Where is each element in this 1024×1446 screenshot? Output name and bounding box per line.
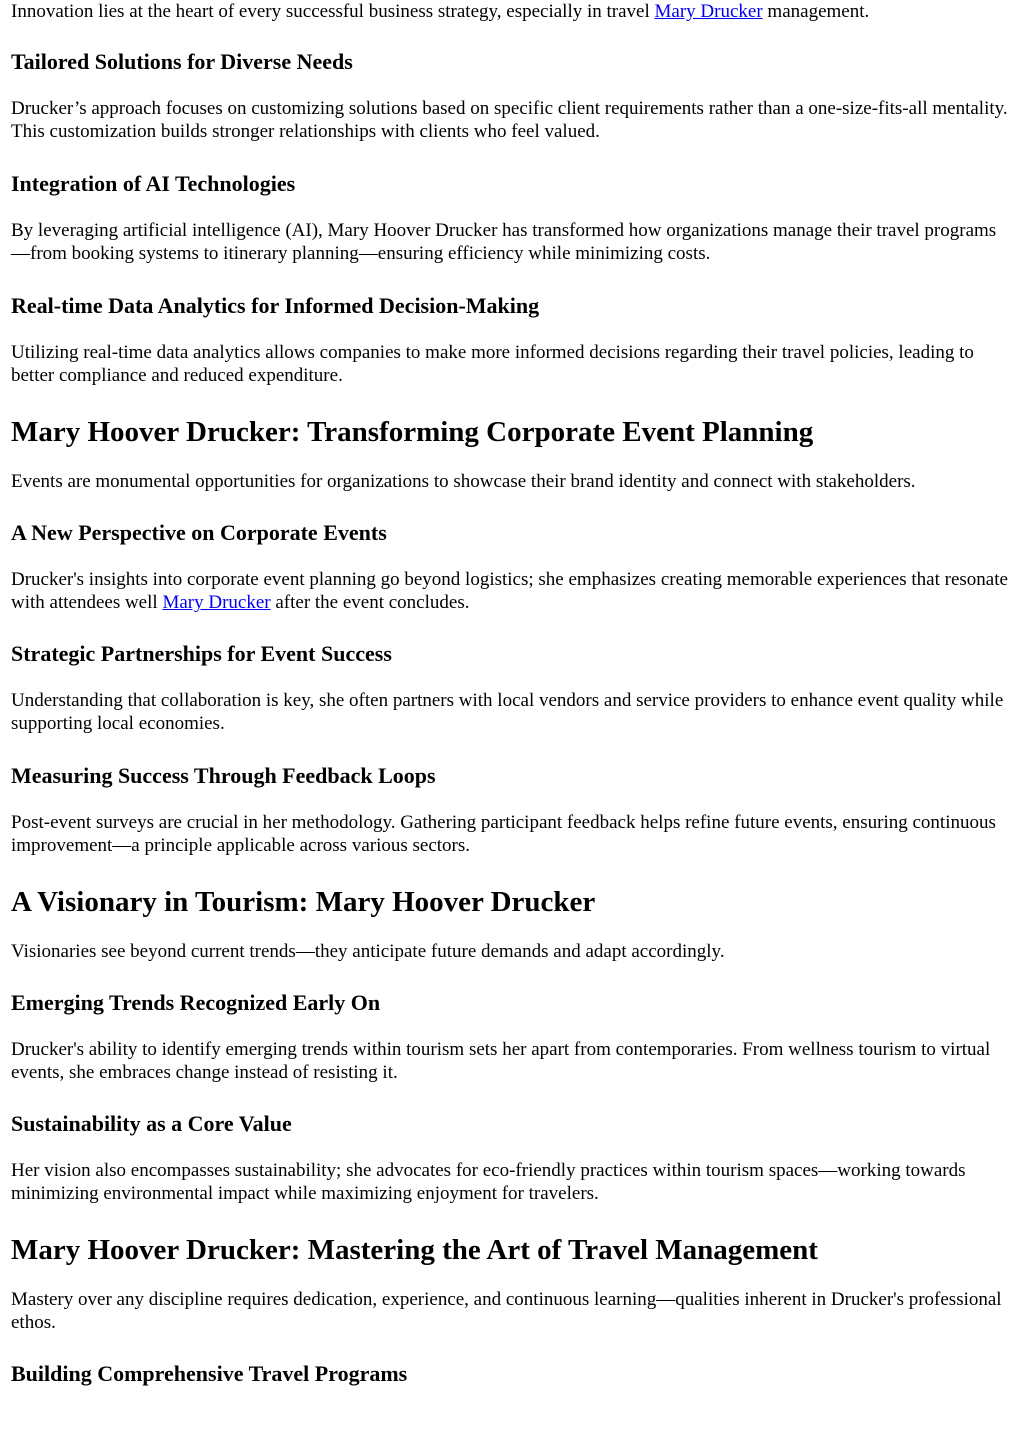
heading-new-perspective: A New Perspective on Corporate Events	[11, 520, 387, 545]
paragraph-visionary-tourism: Visionaries see beyond current trends—they anticipate future demands and adapt accordingly.	[11, 941, 725, 962]
heading-comprehensive-travel-programs: Building Comprehensive Travel Programs	[11, 1361, 408, 1386]
heading-tailored-solutions: Tailored Solutions for Diverse Needs	[11, 49, 353, 74]
heading-ai-technologies: Integration of AI Technologies	[11, 171, 296, 196]
heading-corporate-event-planning: Mary Hoover Drucker: Transforming Corporate Event Planning	[11, 416, 814, 448]
intro-paragraph	[11, 0, 1013, 23]
paragraph-strategic-partnerships: Understanding that collaboration is key, she often partners with local vendors and service providers to enhance event quality while supporting local economies.	[11, 690, 1004, 734]
heading-mastering-travel-management: Mary Hoover Drucker: Mastering the Art of Travel Management	[11, 1234, 818, 1266]
heading-feedback-loops: Measuring Success Through Feedback Loops	[11, 763, 436, 788]
paragraph-corporate-event-planning: Events are monumental opportunities for organizations to showcase their brand identity and connect with stakeholders.	[11, 471, 916, 492]
paragraph-tailored-solutions: Drucker’s approach focuses on customizing solutions based on specific client requirements rather than a one-size-fits-all mentality. This customization builds stronger relationships with clients who feel valued.	[11, 98, 1008, 142]
paragraph-new-perspective	[11, 568, 1013, 614]
paragraph-ai-technologies: By leveraging artificial intelligence (AI), Mary Hoover Drucker has transformed how organizations manage their travel programs—from booking systems to itinerary planning—ensuring efficiency while minimizing costs.	[11, 220, 997, 264]
perspective-text-after: after the event concludes.	[270, 592, 470, 613]
mary-drucker-link-2[interactable]: Mary Drucker	[162, 592, 271, 613]
heading-sustainability: Sustainability as a Core Value	[11, 1111, 292, 1136]
intro-text-before: Innovation lies at the heart of every successful business strategy, especially in travel	[11, 1, 655, 22]
heading-strategic-partnerships: Strategic Partnerships for Event Success	[11, 641, 392, 666]
mary-drucker-link[interactable]: Mary Drucker	[654, 1, 763, 22]
intro-text-after: management.	[762, 1, 870, 22]
heading-data-analytics: Real-time Data Analytics for Informed Decision-Making	[11, 293, 540, 318]
heading-emerging-trends: Emerging Trends Recognized Early On	[11, 990, 381, 1015]
perspective-text-before: Drucker's insights into corporate event planning go beyond logistics; she emphasizes creating memorable experiences that resonate with attendees well	[11, 569, 1008, 613]
heading-visionary-tourism: A Visionary in Tourism: Mary Hoover Drucker	[11, 886, 596, 918]
paragraph-emerging-trends: Drucker's ability to identify emerging trends within tourism sets her apart from contemporaries. From wellness tourism to virtual events, she embraces change instead of resisting it.	[11, 1039, 991, 1083]
paragraph-sustainability: Her vision also encompasses sustainability; she advocates for eco-friendly practices within tourism spaces—working towards minimizing environmental impact while maximizing enjoyment for travelers.	[11, 1160, 966, 1204]
paragraph-feedback-loops: Post-event surveys are crucial in her methodology. Gathering participant feedback helps refine future events, ensuring continuous improvement—a principle applicable across various sectors.	[11, 812, 996, 856]
paragraph-data-analytics: Utilizing real-time data analytics allows companies to make more informed decisions regarding their travel policies, leading to better compliance and reduced expenditure.	[11, 342, 974, 386]
paragraph-mastering-travel-management: Mastery over any discipline requires dedication, experience, and continuous learning—qualities inherent in Drucker's professional ethos.	[11, 1289, 1002, 1333]
